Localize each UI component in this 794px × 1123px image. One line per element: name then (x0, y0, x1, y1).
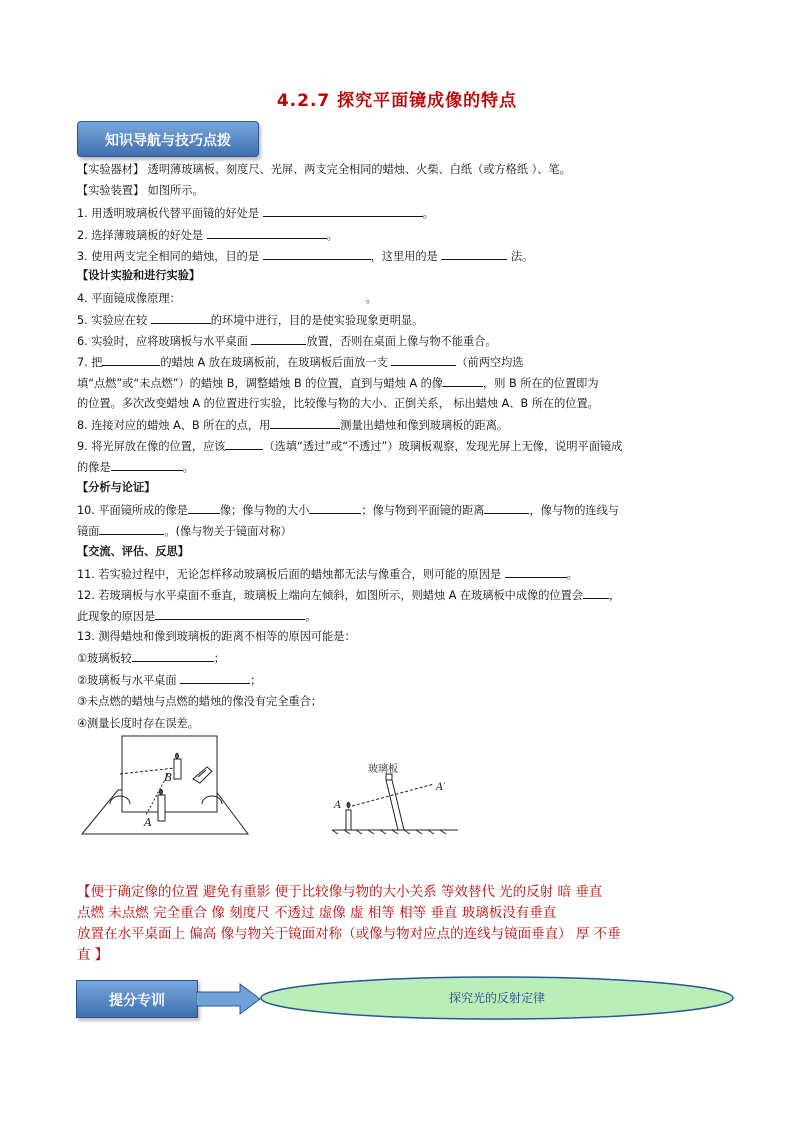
candle-a-label: A (144, 816, 152, 829)
question-8: 8. 连接对应的蜡烛 A、B 所在的点，用 测量出蜡烛和像到玻璃板的距离。 (77, 419, 509, 432)
question-12-cont: 此现象的原因是 。 (77, 610, 317, 623)
question-7-cont: 填“点燃”或“未点燃”）的蜡烛 B，调整蜡烛 B 的位置，直到与蜡烛 A 的像 ，则 B 所在的位置即为 (77, 377, 599, 390)
practice-button[interactable] (76, 980, 198, 1018)
answer-blank (99, 523, 164, 535)
answer-row: 【便于确定像的位置 避免有重影 便于比较像与物的大小关系 等效替代 光的反射 暗 垂直 (77, 884, 603, 900)
heading-design: 【设计实验和进行实验】 (77, 269, 201, 282)
candle-b-label: B (164, 771, 173, 784)
answer-row: 直 】 (77, 947, 109, 963)
heading-review: 【交流、评估、反思】 (77, 545, 189, 558)
heading-analysis: 【分析与论证】 (77, 481, 156, 494)
answer-blank (484, 502, 529, 514)
question-9-cont: 的像是 。 (77, 461, 194, 474)
answer-row: 点燃 未点燃 完全重合 像 刻度尺 不透过 虚像 虚 相等 相等 垂直 玻璃板没有垂直 (77, 905, 557, 921)
section-badge (77, 121, 259, 157)
reason-4: ④测量长度时存在误差。 (77, 717, 199, 730)
answer-blank (151, 312, 211, 324)
practice-button-label: 提分专训 (109, 993, 165, 1009)
answer-blank (188, 502, 220, 514)
question-9: 9. 将光屏放在像的位置，应该 （选填“透过”或“不透过”）玻璃板观察，发现光屏上无像，说明平面镜成 (77, 440, 623, 453)
experiment-figure-left (80, 733, 250, 838)
section-badge-label: 知识导航与技巧点拨 (105, 133, 231, 149)
topic-ellipse-label[interactable]: 探究光的反射定律 (448, 991, 545, 1005)
answer-blank (207, 227, 327, 239)
answer-blank (270, 417, 340, 429)
line-materials: 【实验器材】 透明薄玻璃板、刻度尺、光屏、两支完全相同的蜡烛、火柴、白纸（或方格纸 ）、笔。 (77, 163, 571, 176)
object-a-label: A (334, 800, 342, 811)
question-6: 6. 实验时，应将玻璃板与水平桌面 放置，否则在桌面上像与物不能重合。 (77, 335, 497, 348)
answer-blank (180, 672, 250, 684)
question-13: 13. 测得蜡烛和像到玻璃板的距离不相等的原因可能是： (77, 630, 356, 643)
connector-arrow (196, 982, 266, 1016)
question-2: 2. 选择薄玻璃板的好处是 。 (77, 229, 338, 242)
question-10: 10. 平面镜所成的像是 像；像与物的大小 ；像与物到平面镜的距离 ，像与物的连线与 (77, 504, 619, 517)
answer-blank (441, 248, 507, 260)
answer-blank (111, 459, 183, 471)
question-5: 5. 实验应在较 的环境中进行，目的是使实验现象更明显。 (77, 314, 424, 327)
question-7: 7. 把 的蜡烛 A 放在玻璃板前，在玻璃板后面放一支 （前两空均选 (77, 356, 524, 369)
page-title: 4.2.7 探究平面镜成像的特点 (276, 91, 518, 111)
answer-key (77, 882, 727, 966)
question-10-cont: 镜面 。(像与物关于镜面对称） (77, 525, 292, 538)
answer-blank (443, 375, 483, 387)
experiment-figure-right (330, 760, 462, 835)
question-1: 1. 用透明玻璃板代替平面镜的好处是 。 (77, 207, 434, 220)
question-4: 4. 平面镜成像原理： 。 (77, 292, 377, 305)
answer-blank (251, 333, 306, 345)
answer-blank (102, 354, 160, 366)
line-setup: 【实验装置】 如图所示。 (77, 184, 204, 197)
image-a-label: A′ (436, 782, 446, 793)
reason-1: ①玻璃板较 ； (77, 652, 225, 665)
answer-blank (505, 566, 567, 578)
answer-blank (263, 248, 371, 260)
question-7-cont2: 的位置。多次改变蜡烛 A 的位置进行实验，比较像与物的大小、正倒关系， 标出蜡烛 A、B 所在的位置。 (77, 397, 599, 410)
answer-blank (263, 205, 423, 217)
question-3: 3. 使用两支完全相同的蜡烛，目的是 ，这里用的是 法。 (77, 250, 534, 263)
glass-label: 玻璃板 (368, 764, 398, 775)
answer-blank (225, 438, 263, 450)
answer-blank (132, 650, 214, 662)
answer-blank (583, 587, 609, 599)
answer-row: 放置在水平桌面上 偏高 像与物关于镜面对称（或像与物对应点的连线与镜面垂直） 厚 不垂 (77, 926, 621, 942)
answer-blank (391, 354, 456, 366)
question-12: 12. 若玻璃板与水平桌面不垂直，玻璃板上端向左倾斜，如图所示，则蜡烛 A 在玻璃板中成像的位置会 ， (77, 589, 621, 602)
answer-blank (309, 502, 361, 514)
reason-3: ③未点燃的蜡烛与点燃的蜡烛的像没有完全重合； (77, 695, 322, 708)
question-11: 11. 若实验过程中，无论怎样移动玻璃板后面的蜡烛都无法与像重合，则可能的原因是 。 (77, 568, 578, 581)
reason-2: ②玻璃板与水平桌面 ； (77, 674, 262, 687)
answer-blank (155, 608, 305, 620)
